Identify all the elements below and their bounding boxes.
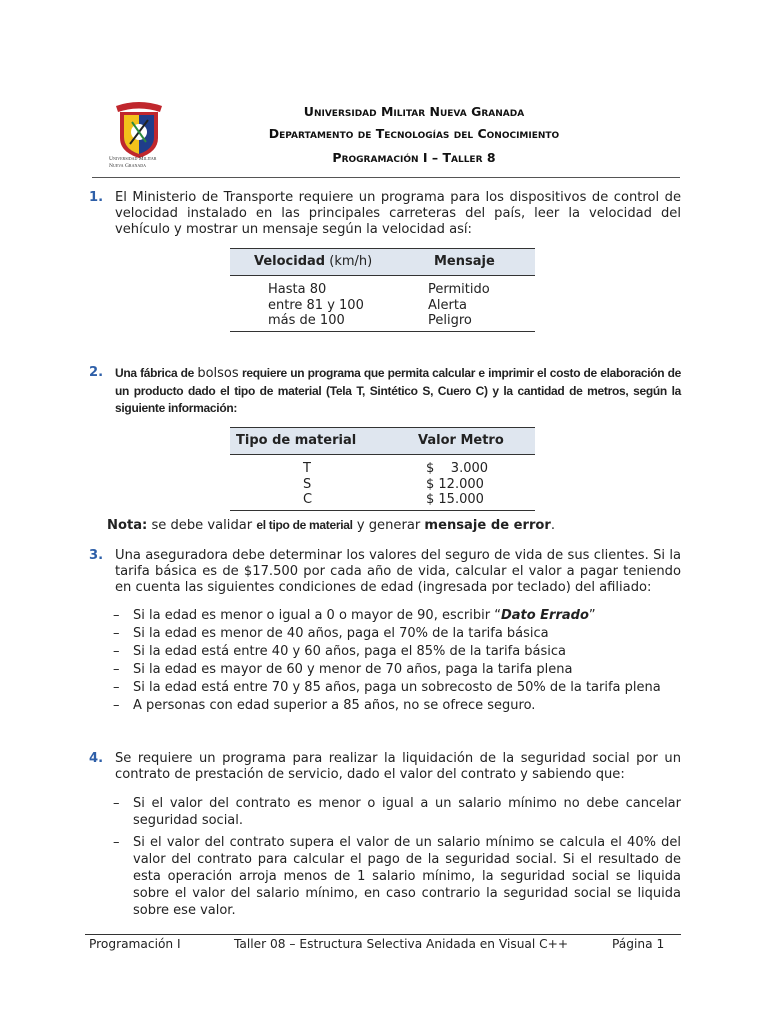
footer-title: Taller 08 – Estructura Selectiva Anidada en Visual C++ [234, 937, 569, 951]
table-row: Hasta 80 Permitido [268, 282, 490, 297]
university-title: Universidad Militar Nueva Granada [303, 104, 525, 119]
footer-divider [85, 934, 681, 935]
question-2 [89, 365, 681, 418]
question-text: Una fábrica de bolsos requiere un programa que permita calcular e imprimir el costo de elaboración de un producto dado el tipo de material (Tela T, Sintético S, Cuero C) y la cantidad de metros, según la siguiente información: [115, 366, 681, 415]
course-title: Programación I – Taller 8 [332, 150, 496, 165]
table-header [230, 428, 535, 455]
list-item: – Si la edad es mayor de 60 y menor de 70 años, paga la tarifa plena [113, 662, 573, 677]
question-number: 1. [89, 190, 104, 205]
nota-text: Nota: se debe validar el tipo de material y generar mensaje de error. [107, 518, 556, 533]
footer-course: Programación I [89, 937, 181, 951]
footer-page-number: Página 1 [612, 937, 665, 951]
question-4 [89, 751, 681, 783]
material-table [230, 427, 535, 511]
list-item: – Si el valor del contrato supera el valor de un salario mínimo se calcula el 40% del valor del contrato para calcular el pago de la seguridad social. Si el resultado de esta operación arroja menos de 1 salario mínimo, la seguridad social se liquida sobre el valor del salario mínimo, en caso contrario la seguridad social se liquida sobre ese valor. [113, 835, 681, 918]
question-text: Una aseguradora debe determinar los valores del seguro de vida de sus clientes. Si la tarifa básica es de $17.500 por cada año de vida, calcular el valor a pagar teniendo en cuenta las siguientes condiciones de edad (ingresada por teclado) del afiliado: [115, 548, 681, 595]
logo-caption: Universidad Militar Nueva Granada [109, 156, 157, 169]
list-item: – Si la edad es menor de 40 años, paga el 70% de la tarifa básica [113, 626, 549, 641]
table-row: C $ 15.000 [303, 492, 484, 508]
table-row: S $ 12.000 [303, 476, 484, 492]
table-header [230, 249, 535, 276]
list-item: – Si el valor del contrato es menor o igual a un salario mínimo no debe cancelar seguridad social. [113, 796, 681, 828]
department-title: Departamento de Tecnologías del Conocimiento [268, 126, 560, 141]
list-item: – Si la edad está entre 70 y 85 años, paga un sobrecosto de 50% de la tarifa plena [113, 680, 661, 695]
column-header-mensaje: Mensaje [434, 254, 495, 269]
column-header-valor: Valor Metro [418, 433, 504, 448]
question-3 [89, 548, 681, 595]
question-number: 4. [89, 751, 104, 766]
table-row: T $ 3.000 [303, 461, 489, 476]
question-number: 2. [89, 365, 104, 380]
table-row: más de 100 Peligro [268, 313, 472, 329]
table-row: entre 81 y 100 Alerta [268, 297, 467, 313]
speed-table [230, 248, 535, 332]
list-item: – Si la edad está entre 40 y 60 años, paga el 85% de la tarifa básica [113, 644, 567, 659]
question-text: El Ministerio de Transporte requiere un programa para los dispositivos de control de velocidad instalado en las principales carreteras del país, leer la velocidad del vehículo y mostrar un mensaje según la velocidad así: [115, 190, 681, 237]
question-text: Se requiere un programa para realizar la liquidación de la seguridad social por un contrato de prestación de servicio, dado el valor del contrato y sabiendo que: [115, 751, 681, 782]
list-item: – Si la edad es menor o igual a 0 o mayor de 90, escribir “Dato Errado” [113, 608, 596, 623]
column-header-tipo: Tipo de material [236, 433, 357, 448]
question-number: 3. [89, 548, 104, 563]
question-1 [89, 190, 681, 237]
header-divider [92, 177, 680, 178]
column-header-velocidad: Velocidad (km/h) [254, 254, 373, 269]
list-item: – A personas con edad superior a 85 años, no se ofrece seguro. [113, 698, 536, 713]
